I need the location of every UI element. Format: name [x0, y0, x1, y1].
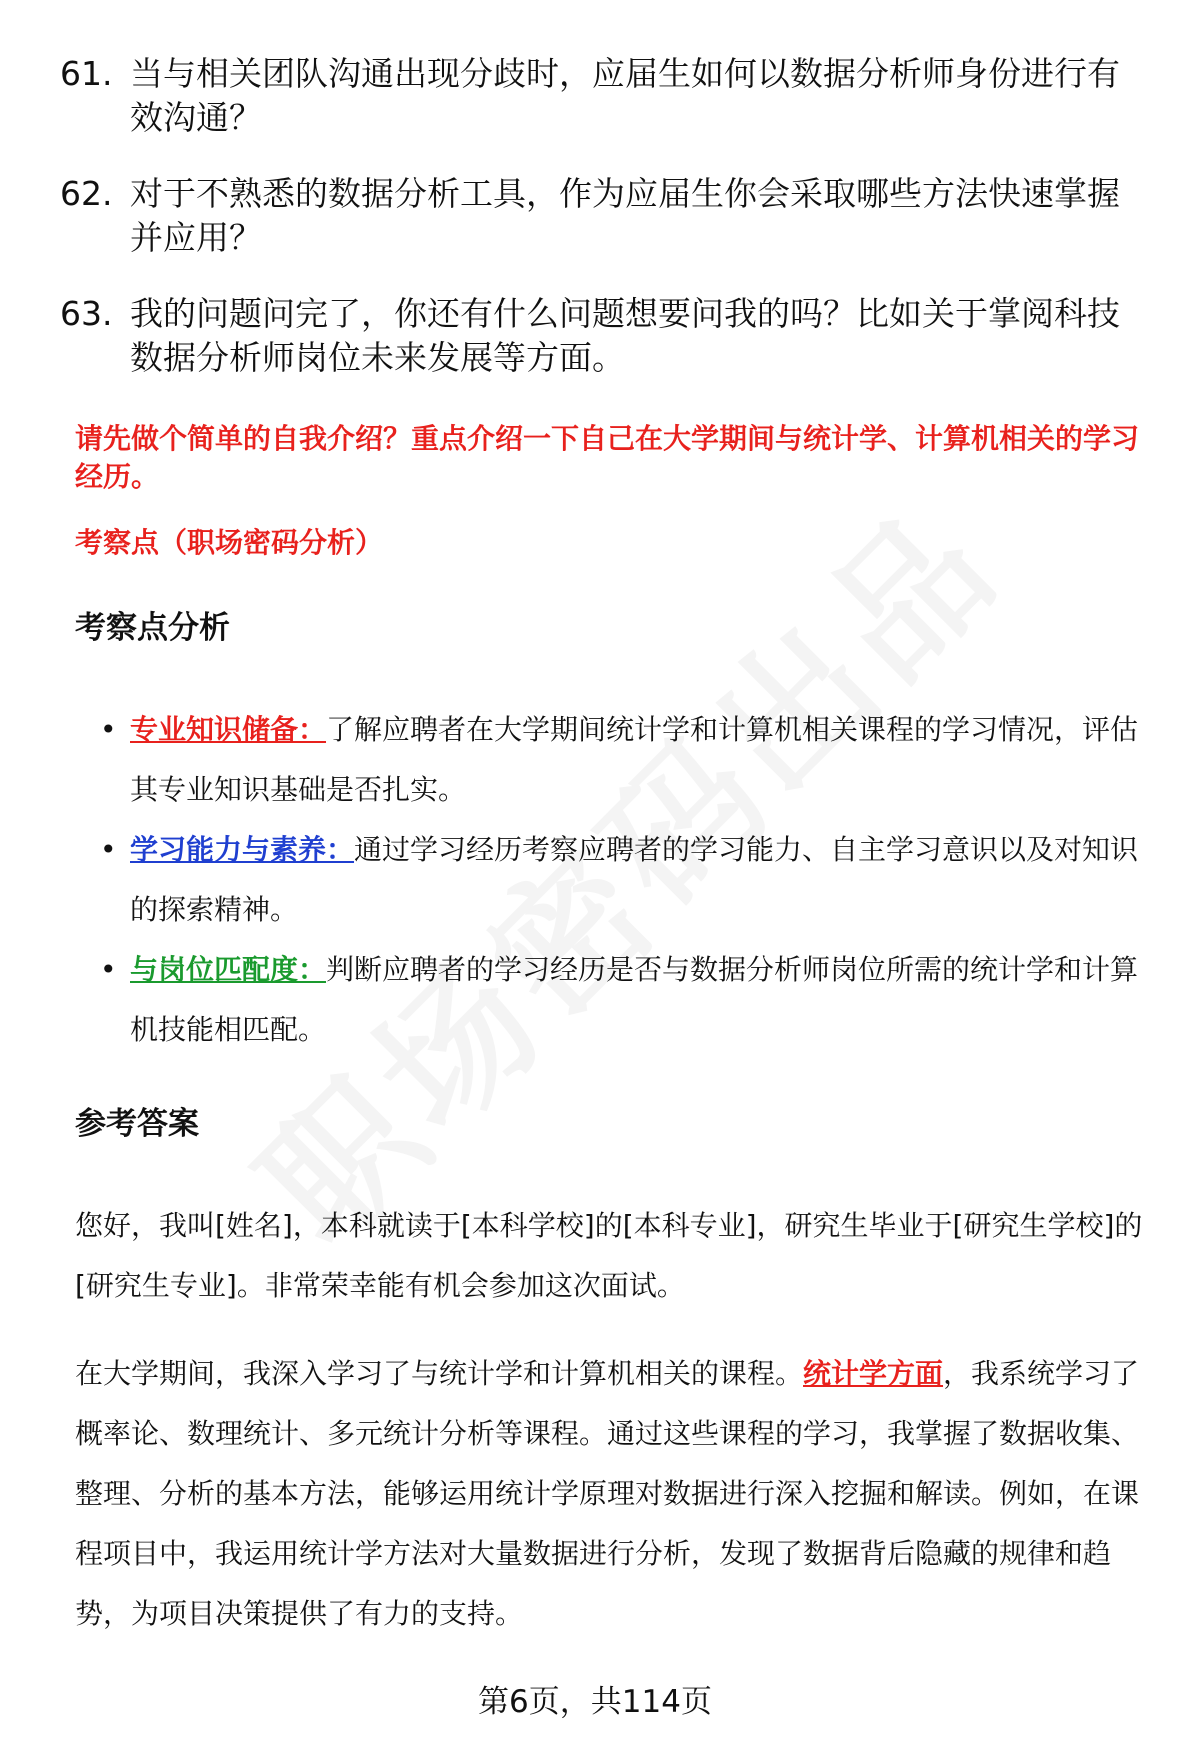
analysis-item	[100, 940, 1160, 1060]
bullet-icon: •	[100, 953, 117, 986]
question-number: 62.	[60, 174, 113, 213]
bullet-icon: •	[100, 713, 117, 746]
page-number: 第6页，共114页	[478, 1684, 712, 1720]
question-item	[60, 172, 1150, 260]
analysis-text: 判断应聘者的学习经历是否与数据分析师岗位所需的统计学和计算机技能相匹配。	[130, 953, 1139, 1046]
analysis-key[interactable]: 学习能力与素养：	[130, 833, 355, 866]
analysis-key[interactable]: 与岗位匹配度：	[130, 953, 327, 986]
question-list	[60, 52, 1150, 412]
question-text: 当与相关团队沟通出现分歧时，应届生如何以数据分析师身份进行有效沟通？	[130, 54, 1120, 137]
answer-heading: 参考答案	[75, 1106, 199, 1142]
answer-text: ，我系统学习了概率论、数理统计、多元统计分析等课程。通过这些课程的学习，我掌握了数据收集、整理、分析的基本方法，能够运用统计学原理对数据进行深入挖掘和解读。例如，在课程项目中，我运用统计学方法对大量数据进行分析，发现了数据背后隐藏的规律和趋势，为项目决策提供了有力的支持。	[75, 1357, 1140, 1630]
analysis-list	[100, 700, 1160, 1060]
analysis-key[interactable]: 专业知识储备：	[130, 713, 327, 746]
question-item	[60, 52, 1150, 140]
question-item	[60, 292, 1150, 380]
question-number: 61.	[60, 54, 113, 93]
analysis-item	[100, 700, 1160, 820]
analysis-item	[100, 820, 1160, 940]
bullet-icon: •	[100, 833, 117, 866]
analysis-text: 通过学习经历考察应聘者的学习能力、自主学习意识以及对知识的探索精神。	[130, 833, 1139, 926]
answer-paragraph	[75, 1344, 1160, 1644]
answer-highlight[interactable]: 统计学方面	[803, 1357, 944, 1390]
analysis-heading: 考察点分析	[75, 610, 230, 646]
question-text: 我的问题问完了，你还有什么问题想要问我的吗？比如关于掌阅科技数据分析师岗位未来发展等方面。	[130, 294, 1120, 377]
question-number: 63.	[60, 294, 113, 333]
question-text: 对于不熟悉的数据分析工具，作为应届生你会采取哪些方法快速掌握并应用？	[130, 174, 1120, 257]
interview-question: 请先做个简单的自我介绍？重点介绍一下自己在大学期间与统计学、计算机相关的学习经历。	[75, 422, 1140, 493]
kaochadian-label: 考察点（职场密码分析）	[75, 526, 384, 559]
answer-text: 在大学期间，我深入学习了与统计学和计算机相关的课程。	[75, 1357, 804, 1390]
analysis-text: 了解应聘者在大学期间统计学和计算机相关课程的学习情况，评估其专业知识基础是否扎实。	[130, 713, 1139, 806]
answer-paragraph: 您好，我叫[姓名]，本科就读于[本科学校]的[本科专业]，研究生毕业于[研究生学校]的[研究生专业]。非常荣幸能有机会参加这次面试。	[75, 1209, 1143, 1302]
